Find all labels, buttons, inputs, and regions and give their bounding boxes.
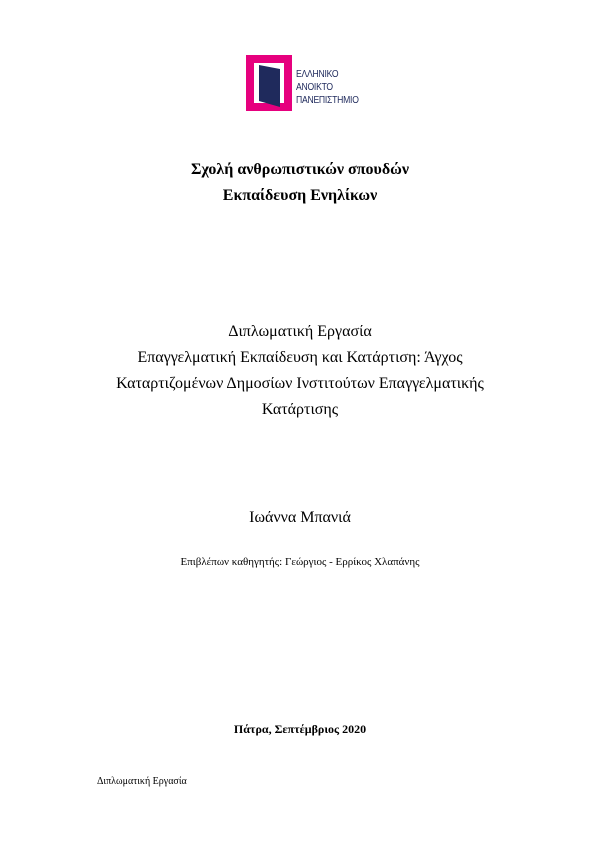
school-name: Σχολή ανθρωπιστικών σπουδών (191, 161, 409, 178)
logo-text (296, 68, 359, 107)
thesis-type: Διπλωματική Εργασία (228, 323, 372, 340)
school-block (0, 157, 600, 209)
supervisor-line: Επιβλέπων καθηγητής: Γεώργιος - Ερρίκος Χλαπάνης (180, 556, 420, 568)
thesis-title-line: Επαγγελματική Εκπαίδευση και Κατάρτιση: Άγχος (137, 349, 463, 366)
program-name: Εκπαίδευση Ενηλίκων (222, 187, 378, 204)
author-name: Ιωάννα Μπανιά (249, 509, 351, 526)
page-footer: Διπλωματική Εργασία (97, 776, 187, 787)
thesis-title-line: Καταρτιζομένων Δημοσίων Ινστιτούτων Επαγγελματικής (116, 375, 484, 392)
place-date: Πάτρα, Σεπτέμβριος 2020 (233, 722, 367, 736)
thesis-block (0, 319, 600, 423)
logo-line: ΠΑΝΕΠΙΣΤΗΜΙΟ (296, 94, 359, 106)
logo-line: ΕΛΛΗΝΙΚΟ (296, 68, 339, 80)
thesis-title-line: Κατάρτισης (261, 401, 339, 418)
logo-line: ΑΝΟΙΚΤΟ (296, 81, 333, 93)
university-book-logo-icon (246, 55, 292, 111)
university-logo (246, 55, 386, 113)
